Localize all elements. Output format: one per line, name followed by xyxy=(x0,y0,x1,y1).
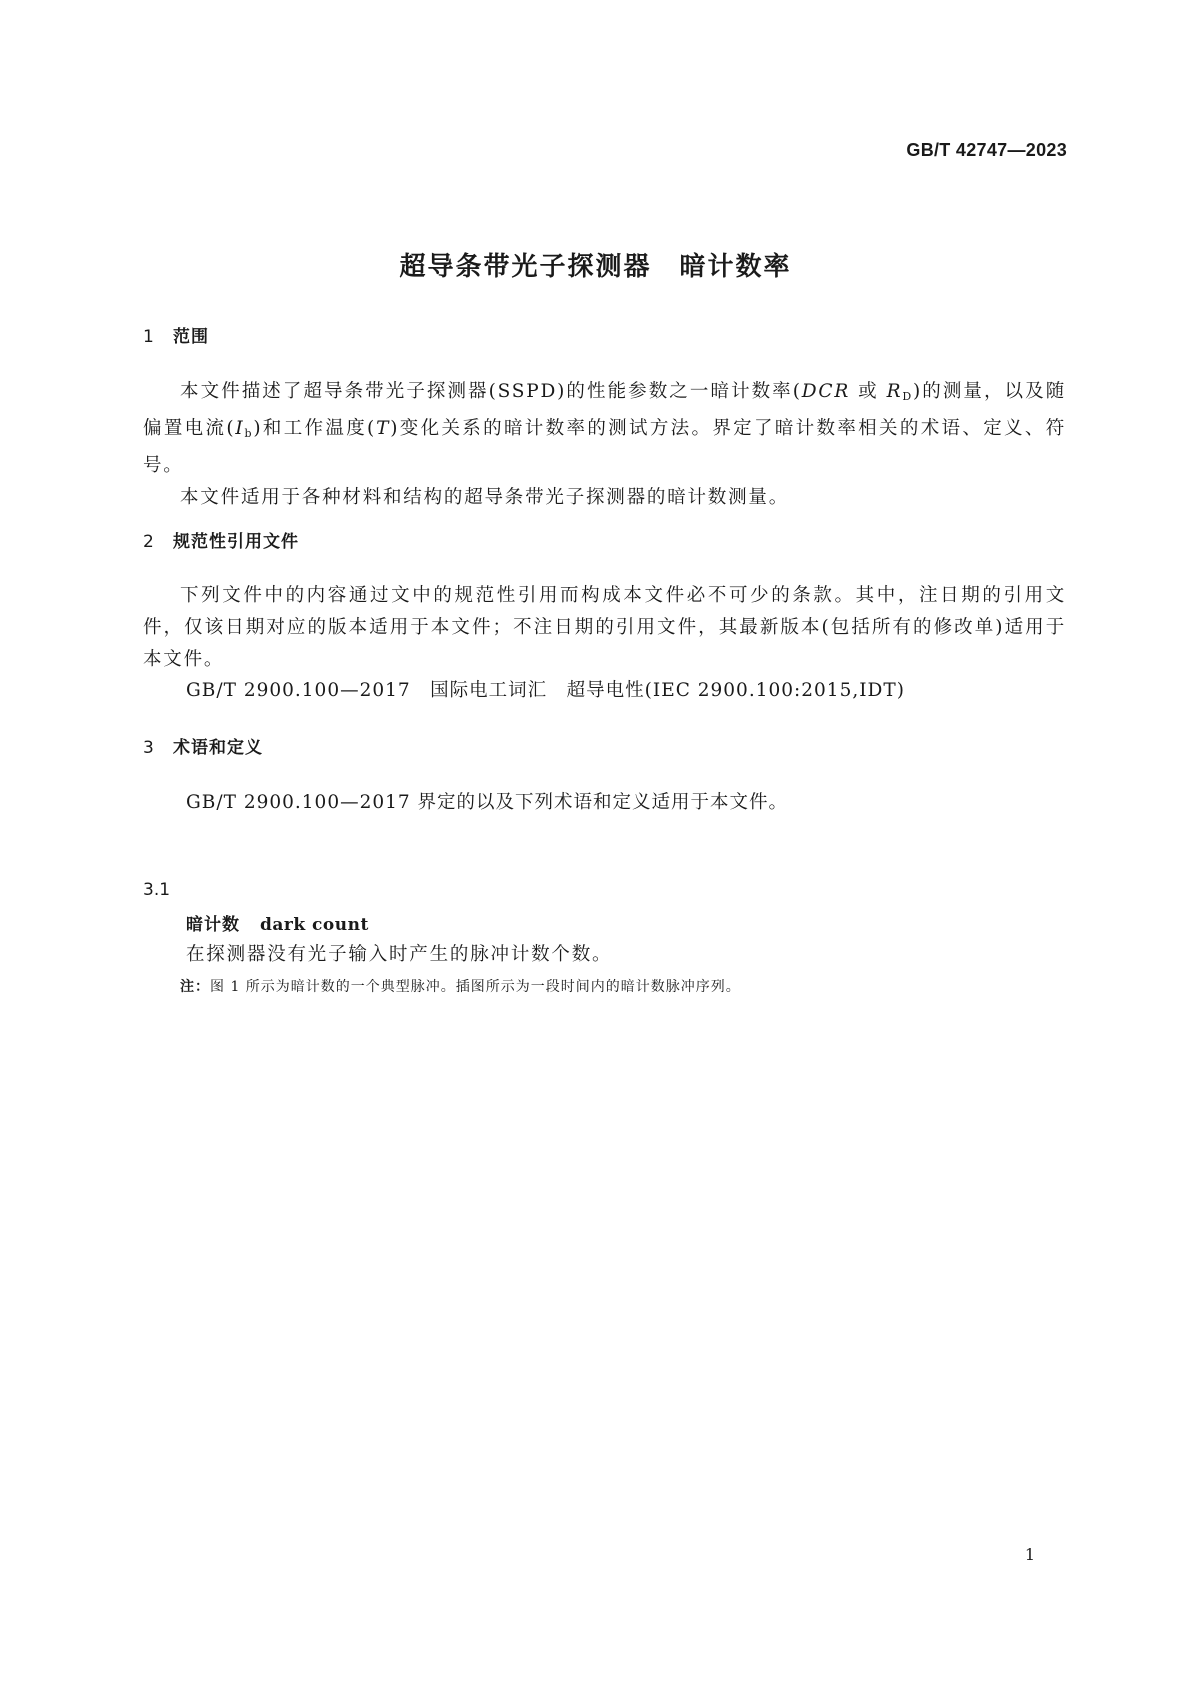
paragraph: 本文件描述了超导条带光子探测器(SSPD)的性能参数之一暗计数率(DCR 或 $R_D$)的测量，以及随偏置电流$(I_b)$和工作温度(T)变化关系的暗计数率的测试方法。界定了暗计数率相关的术语、定义、符号。 xyxy=(143,381,1067,476)
page-number: 1 xyxy=(1024,1545,1035,1564)
paragraph: 本文件适用于各种材料和结构的超导条带光子探测器的暗计数测量。 xyxy=(180,487,790,508)
term-name-zh: 暗计数 xyxy=(186,915,240,935)
section-number: 3 xyxy=(143,738,155,758)
term-note xyxy=(180,976,741,996)
term-number: 3.1 xyxy=(143,880,171,900)
section-heading-scope xyxy=(143,322,209,347)
term-name-en: dark count xyxy=(260,915,369,935)
term-definition: 在探测器没有光子输入时产生的脉冲计数个数。 xyxy=(186,944,613,965)
section-body-scope xyxy=(143,376,1066,514)
terms-intro: GB/T 2900.100—2017 界定的以及下列术语和定义适用于本文件。 xyxy=(186,792,789,813)
section-body-normative-references xyxy=(143,580,1066,676)
section-heading-terms xyxy=(143,733,263,758)
note-text: 图 1 所示为暗计数的一个典型脉冲。插图所示为一段时间内的暗计数脉冲序列。 xyxy=(210,979,741,995)
note-label: 注： xyxy=(180,979,210,995)
section-title: 范围 xyxy=(173,327,209,347)
section-number: 2 xyxy=(143,532,155,552)
section-number: 1 xyxy=(143,327,155,347)
section-title: 规范性引用文件 xyxy=(173,532,299,552)
term-name xyxy=(186,910,369,935)
section-title: 术语和定义 xyxy=(173,738,263,758)
paragraph: 下列文件中的内容通过文中的规范性引用而构成本文件必不可少的条款。其中，注日期的引用文件，仅该日期对应的版本适用于本文件；不注日期的引用文件，其最新版本(包括所有的修改单)适用于本文件。 xyxy=(143,585,1066,670)
standard-code: GB/T 42747—2023 xyxy=(906,140,1067,160)
section-heading-normative-references xyxy=(143,527,299,552)
reference-entry: GB/T 2900.100—2017 国际电工词汇 超导电性(IEC 2900.100:2015,IDT) xyxy=(186,680,905,701)
document-title: 超导条带光子探测器 暗计数率 xyxy=(399,252,792,282)
